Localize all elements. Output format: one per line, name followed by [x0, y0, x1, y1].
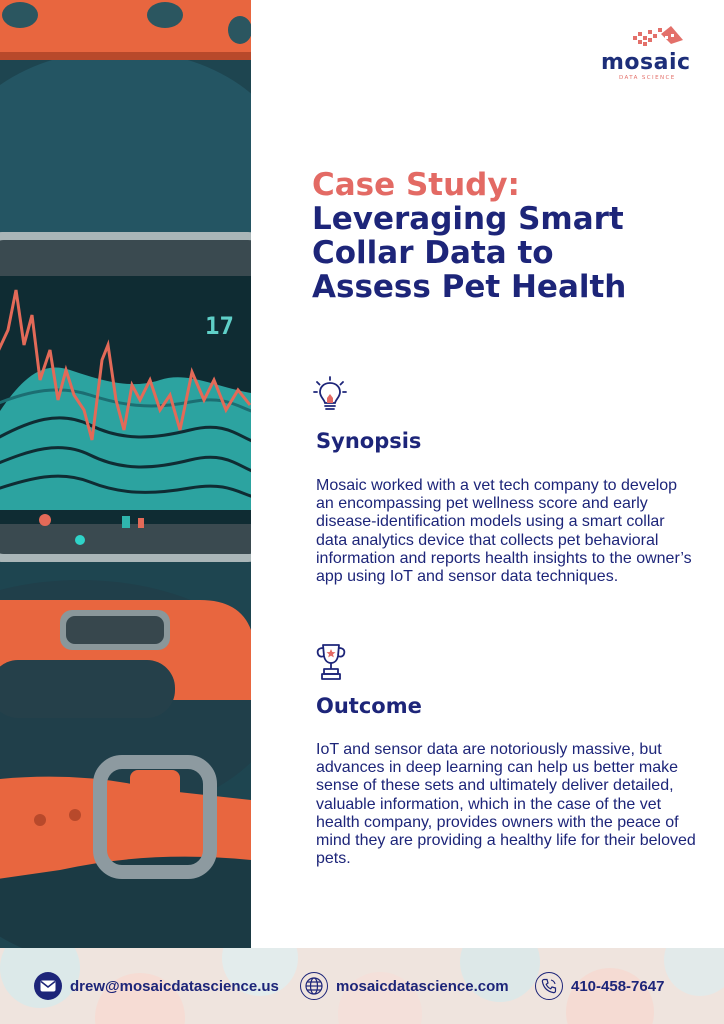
- logo-tagline: DATA SCIENCE: [619, 75, 676, 81]
- phone-number[interactable]: 410-458-7647: [571, 977, 665, 995]
- email-link[interactable]: drew@mosaicdatascience.us: [70, 977, 279, 995]
- lightbulb-icon: [313, 376, 347, 416]
- globe-icon: [300, 972, 328, 1000]
- title-block: [312, 168, 712, 304]
- envelope-icon: [34, 972, 62, 1000]
- logo-wordmark: mosaic: [601, 50, 691, 75]
- screen-readout: 17: [205, 312, 234, 340]
- mosaic-logo: [597, 26, 693, 86]
- website-link[interactable]: mosaicdatascience.com: [336, 977, 509, 995]
- synopsis-heading: Synopsis: [316, 429, 422, 453]
- email-contact[interactable]: [34, 970, 279, 1002]
- smart-collar-illustration: [0, 0, 251, 948]
- outcome-heading: Outcome: [316, 694, 422, 718]
- hero-illustration: [0, 0, 251, 948]
- trophy-icon: [314, 642, 348, 682]
- phone-icon: [535, 972, 563, 1000]
- contact-footer: [0, 948, 724, 1024]
- synopsis-body: Mosaic worked with a vet tech company to develop an encompassing pet wellness score and early disease-identification models using a smart collar data analytics device that collects pet behavioral information and reports health insights to the owner’s app using IoT and sensor data techniques.: [316, 477, 692, 586]
- title-kicker: Case Study:: [312, 167, 520, 203]
- phone-contact[interactable]: [535, 970, 664, 1002]
- website-contact[interactable]: [300, 970, 509, 1002]
- page-title: Leveraging Smart Collar Data to Assess Pet Health: [312, 201, 627, 305]
- outcome-body: IoT and sensor data are notoriously massive, but advances in deep learning can help us better make sense of these sets and ultimately deliver detailed, valuable information, which in the case of the vet health company, provides owners with the peace of mind they are providing a healthy life for their beloved pets.: [316, 741, 696, 868]
